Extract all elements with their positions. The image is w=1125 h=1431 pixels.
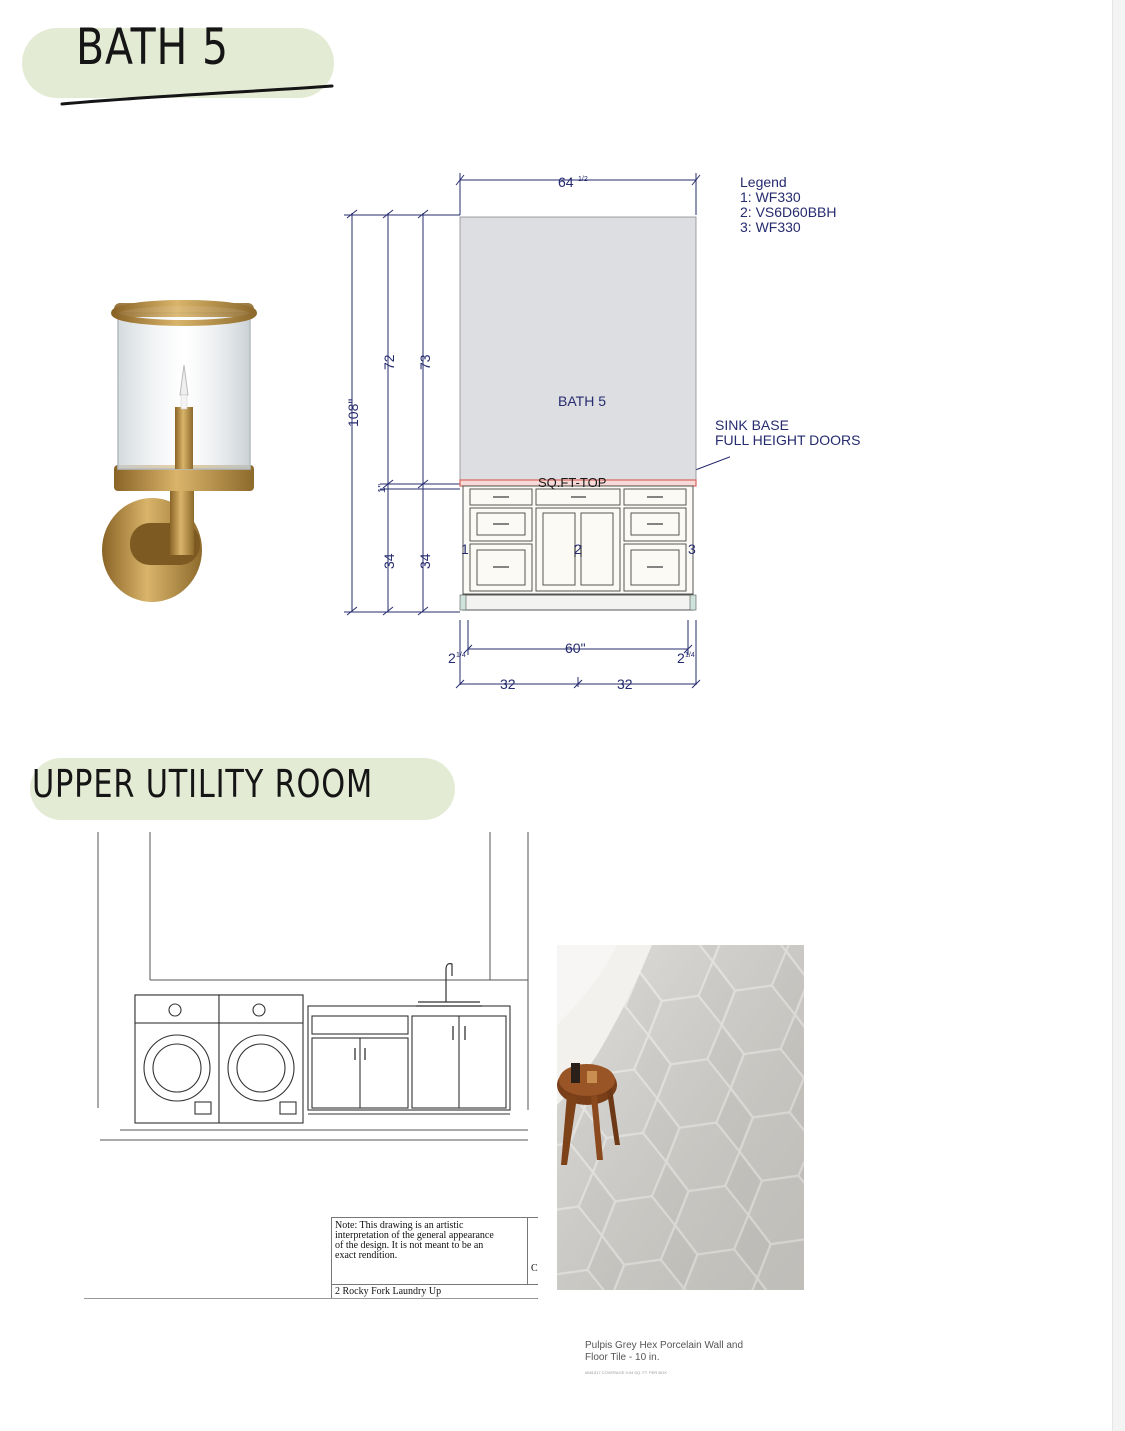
- dim-width-top: 64: [558, 174, 574, 190]
- bath-elevation-drawing: [330, 165, 730, 690]
- dim-1-inch: 1": [377, 483, 388, 493]
- drawing-note-footer: 2 Rocky Fork Laundry Up: [335, 1286, 442, 1297]
- note-rule: [332, 1284, 538, 1285]
- hex-tile-photo: [557, 945, 804, 1290]
- dim-height-total: 108": [345, 398, 361, 427]
- bath-section-title: BATH 5: [76, 18, 229, 76]
- dim-34-left: 34: [381, 553, 397, 569]
- dim-34-right: 34: [417, 553, 433, 569]
- room-label: BATH 5: [558, 393, 606, 409]
- legend-title: Legend: [740, 174, 787, 190]
- tile-caption: Pulpis Grey Hex Porcelain Wall and Floor Tile - 10 in.: [585, 1340, 744, 1363]
- cabinet-1-label: 1: [461, 541, 469, 557]
- laundry-room-drawing: [80, 830, 545, 1160]
- dim-73: 73: [417, 354, 433, 370]
- utility-section-title: UPPER UTILITY ROOM: [32, 762, 374, 806]
- dim-sub-right: 32: [617, 676, 633, 690]
- note-divider: [527, 1218, 528, 1284]
- title-underline-bath: [60, 80, 340, 110]
- wall-sconce-image: [100, 295, 270, 605]
- cabinet-2-label: 2: [574, 541, 582, 557]
- callout-line-2: FULL HEIGHT DOORS: [715, 432, 861, 448]
- dim-width-bottom: 60": [565, 640, 586, 656]
- laundry-baseline: [84, 1298, 537, 1299]
- dim-side-right-frac: 1/4: [685, 652, 695, 659]
- counter-top-label: SQ.FT-TOP: [538, 475, 607, 490]
- dim-width-top-frac: 1/2: [578, 176, 588, 183]
- cabinet-3-label: 3: [688, 541, 696, 557]
- page-edge: [1112, 0, 1125, 1431]
- dim-sub-left: 32: [500, 676, 516, 690]
- dim-side-right: 2: [677, 650, 685, 666]
- dim-side-left-frac: 1/4: [456, 652, 466, 659]
- callout-line-1: SINK BASE: [715, 417, 789, 433]
- drawing-note-box: [331, 1217, 538, 1299]
- note-side-letter: C: [531, 1263, 538, 1274]
- legend-item-1: 1: WF330: [740, 189, 801, 205]
- dim-side-left: 2: [448, 650, 456, 666]
- legend: [740, 175, 837, 235]
- tile-subcaption: #681517 COVERAGE 9.04 SQ. FT. PER BOX: [585, 1370, 667, 1375]
- drawing-note-text: Note: This drawing is an artistic interpretation of the general appearance of the design. It is not meant to be an exact rendition.: [335, 1220, 494, 1261]
- sink-base-callout: [715, 418, 860, 448]
- legend-item-3: 3: WF330: [740, 219, 801, 235]
- dim-72: 72: [381, 354, 397, 370]
- legend-item-2: 2: VS6D60BBH: [740, 204, 837, 220]
